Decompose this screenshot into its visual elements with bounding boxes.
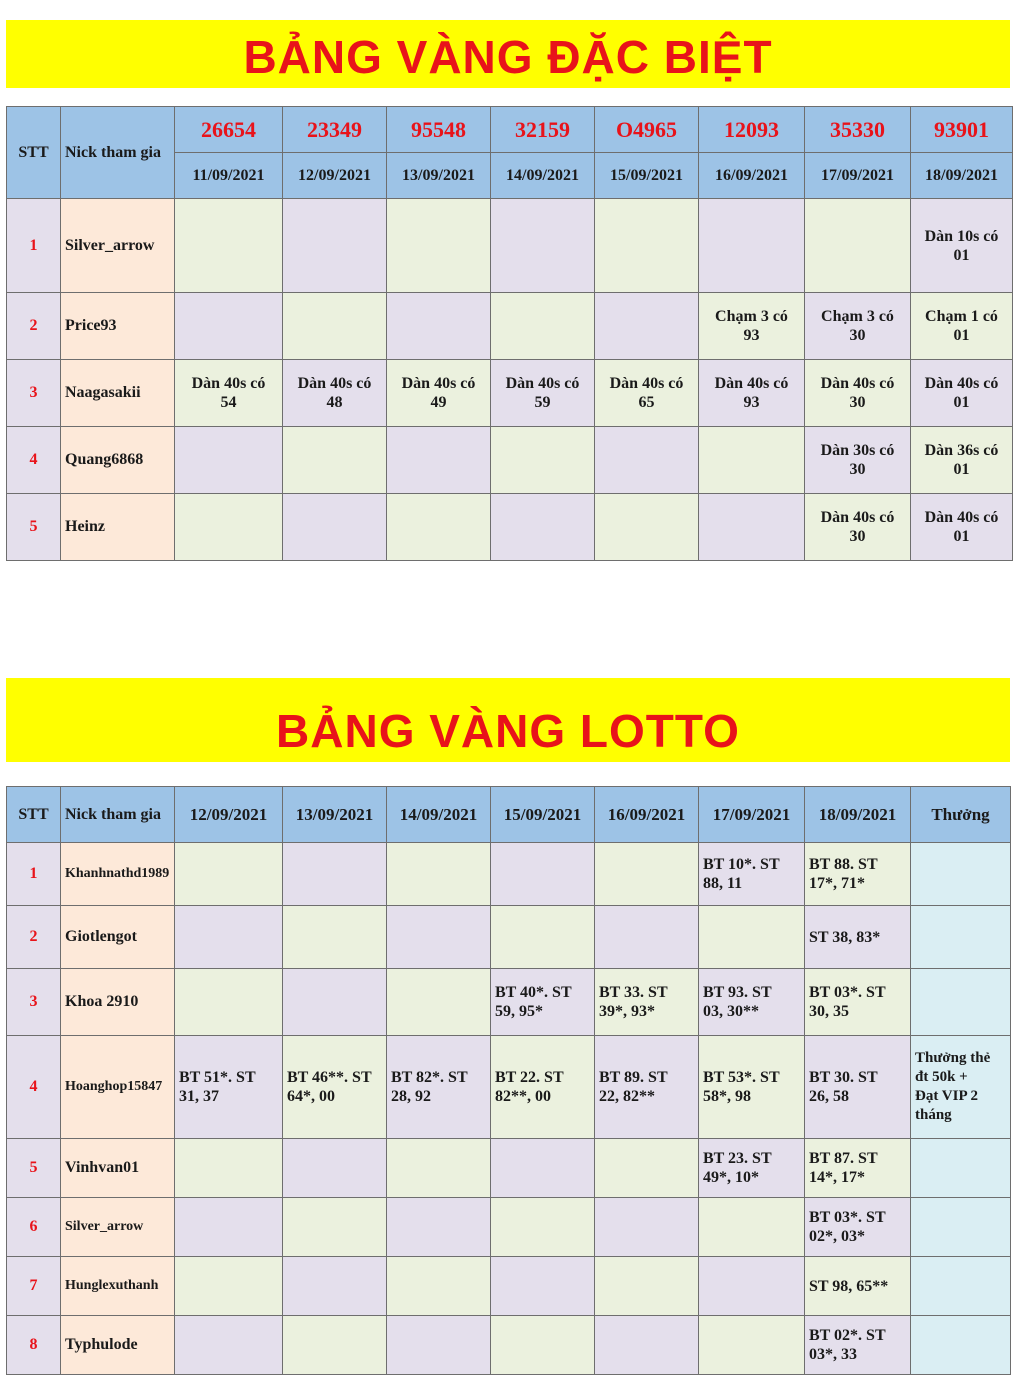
row-stt: 4 <box>7 1036 61 1139</box>
reward-cell <box>911 1139 1011 1198</box>
row-stt: 2 <box>7 906 61 969</box>
row-stt: 1 <box>7 843 61 906</box>
cell-line: đt 50k + <box>915 1069 968 1085</box>
row-nick: Quang6868 <box>61 427 175 494</box>
row-nick: Vinhvan01 <box>61 1139 175 1198</box>
entry-cell <box>175 293 283 360</box>
entry-cell <box>387 906 491 969</box>
date-header: 14/09/2021 <box>387 787 491 843</box>
entry-cell <box>699 199 805 293</box>
entry-cell <box>595 494 699 561</box>
entry-cell <box>387 969 491 1036</box>
cell-line: Chạm 3 có <box>821 308 894 325</box>
entry-cell <box>387 494 491 561</box>
entry-cell <box>283 293 387 360</box>
entry-cell <box>387 1036 491 1139</box>
cell-line: tháng <box>915 1107 952 1123</box>
row-stt: 1 <box>7 199 61 293</box>
row-nick: Khanhnathd1989 <box>61 843 175 906</box>
entry-cell <box>911 199 1013 293</box>
cell-line: 26, 58 <box>809 1088 849 1105</box>
special-table <box>6 106 1013 561</box>
row-nick: Khoa 2910 <box>61 969 175 1036</box>
lotto-row <box>7 969 1011 1036</box>
cell-line: Dàn 40s có <box>401 375 476 392</box>
cell-line: 30 <box>849 461 866 478</box>
date-header: 14/09/2021 <box>491 153 595 199</box>
row-nick: Heinz <box>61 494 175 561</box>
entry-cell <box>699 360 805 427</box>
cell-line: BT 22. ST <box>495 1069 564 1086</box>
entry-cell <box>283 906 387 969</box>
result-number: 93901 <box>911 107 1013 153</box>
lotto-row <box>7 1139 1011 1198</box>
row-nick: Giotlengot <box>61 906 175 969</box>
cell-line: Dàn 40s có <box>609 375 684 392</box>
special-title: BẢNG VÀNG ĐẶC BIỆT <box>243 31 773 83</box>
entry-cell <box>283 199 387 293</box>
row-stt: 3 <box>7 360 61 427</box>
entry-cell <box>491 969 595 1036</box>
entry-cell <box>595 1257 699 1316</box>
entry-cell <box>911 494 1013 561</box>
reward-cell <box>911 1198 1011 1257</box>
reward-cell <box>911 969 1011 1036</box>
cell-line: BT 30. ST <box>809 1069 878 1086</box>
lotto-header-row <box>7 787 1011 843</box>
entry-cell <box>175 843 283 906</box>
entry-cell <box>595 1198 699 1257</box>
lotto-row <box>7 1257 1011 1316</box>
entry-cell <box>283 360 387 427</box>
entry-cell <box>283 494 387 561</box>
cell-line: 30 <box>849 394 866 411</box>
entry-cell <box>805 494 911 561</box>
entry-cell <box>699 494 805 561</box>
special-row <box>7 199 1013 293</box>
cell-line: Dàn 40s có <box>297 375 372 392</box>
entry-cell <box>911 293 1013 360</box>
cell-line: Thưởng thẻ <box>915 1050 991 1066</box>
row-stt: 7 <box>7 1257 61 1316</box>
cell-line: 01 <box>953 327 970 344</box>
entry-cell <box>175 1316 283 1375</box>
entry-cell <box>491 906 595 969</box>
entry-cell <box>175 494 283 561</box>
entry-cell <box>595 969 699 1036</box>
cell-line: BT 89. ST <box>599 1069 668 1086</box>
entry-cell <box>175 906 283 969</box>
entry-cell <box>491 427 595 494</box>
cell-line: Dàn 40s có <box>924 375 999 392</box>
cell-line: 31, 37 <box>179 1088 219 1105</box>
cell-line: 28, 92 <box>391 1088 431 1105</box>
entry-cell <box>699 1198 805 1257</box>
cell-line: BT 53*. ST <box>703 1069 780 1086</box>
result-number: 23349 <box>283 107 387 153</box>
entry-cell <box>283 1257 387 1316</box>
entry-cell <box>283 843 387 906</box>
date-header: 15/09/2021 <box>491 787 595 843</box>
entry-cell <box>699 293 805 360</box>
cell-line: BT 03*. ST <box>809 1209 886 1226</box>
entry-cell <box>595 293 699 360</box>
row-nick: Silver_arrow <box>61 199 175 293</box>
cell-line: 30, 35 <box>809 1003 849 1020</box>
cell-line: 49 <box>430 394 447 411</box>
lotto-row <box>7 1036 1011 1139</box>
entry-cell <box>491 199 595 293</box>
entry-cell <box>699 906 805 969</box>
entry-cell <box>387 427 491 494</box>
row-nick: Price93 <box>61 293 175 360</box>
lotto-row <box>7 1198 1011 1257</box>
row-stt: 6 <box>7 1198 61 1257</box>
entry-cell <box>175 1139 283 1198</box>
row-stt: 4 <box>7 427 61 494</box>
date-header: 16/09/2021 <box>595 787 699 843</box>
date-header: 12/09/2021 <box>175 787 283 843</box>
special-banner <box>6 20 1010 88</box>
cell-line: 02*, 03* <box>809 1228 865 1245</box>
cell-line: 64*, 00 <box>287 1088 335 1105</box>
entry-cell <box>595 1036 699 1139</box>
result-number: 12093 <box>699 107 805 153</box>
date-header: 18/09/2021 <box>805 787 911 843</box>
cell-line: 93 <box>743 394 760 411</box>
entry-cell <box>699 843 805 906</box>
entry-cell <box>805 360 911 427</box>
entry-cell <box>805 1198 911 1257</box>
cell-line: 30 <box>849 327 866 344</box>
reward-cell <box>911 1316 1011 1375</box>
result-number: 35330 <box>805 107 911 153</box>
entry-cell <box>283 969 387 1036</box>
cell-line: Dàn 40s có <box>714 375 789 392</box>
entry-cell <box>595 360 699 427</box>
header-nick: Nick tham gia <box>61 787 175 843</box>
date-header: 17/09/2021 <box>805 153 911 199</box>
result-number: 32159 <box>491 107 595 153</box>
entry-cell <box>283 1198 387 1257</box>
cell-line: BT 88. ST <box>809 856 878 873</box>
entry-cell <box>595 1316 699 1375</box>
cell-line: BT 82*. ST <box>391 1069 468 1086</box>
reward-cell <box>911 843 1011 906</box>
special-row <box>7 494 1013 561</box>
entry-cell <box>805 1036 911 1139</box>
date-header: 13/09/2021 <box>283 787 387 843</box>
row-stt: 2 <box>7 293 61 360</box>
entry-cell <box>805 969 911 1036</box>
entry-cell <box>805 293 911 360</box>
cell-line: BT 40*. ST <box>495 984 572 1001</box>
header-stt: STT <box>7 107 61 199</box>
cell-line: BT 10*. ST <box>703 856 780 873</box>
result-number: 95548 <box>387 107 491 153</box>
row-stt: 5 <box>7 494 61 561</box>
entry-cell <box>805 906 911 969</box>
row-stt: 8 <box>7 1316 61 1375</box>
entry-cell <box>491 843 595 906</box>
row-nick: Silver_arrow <box>61 1198 175 1257</box>
special-row <box>7 293 1013 360</box>
entry-cell <box>175 1198 283 1257</box>
cell-line: 30 <box>849 528 866 545</box>
date-header: 15/09/2021 <box>595 153 699 199</box>
entry-cell <box>387 199 491 293</box>
cell-line: 82**, 00 <box>495 1088 551 1105</box>
cell-line: 14*, 17* <box>809 1169 865 1186</box>
result-number: 26654 <box>175 107 283 153</box>
entry-cell <box>387 1198 491 1257</box>
entry-cell <box>595 427 699 494</box>
date-header: 17/09/2021 <box>699 787 805 843</box>
entry-cell <box>387 1257 491 1316</box>
entry-cell <box>491 1036 595 1139</box>
date-header: 16/09/2021 <box>699 153 805 199</box>
cell-line: 22, 82** <box>599 1088 655 1105</box>
entry-cell <box>283 427 387 494</box>
cell-line: 65 <box>638 394 655 411</box>
lotto-table <box>6 786 1011 1375</box>
entry-cell <box>699 1257 805 1316</box>
lotto-banner <box>6 678 1010 762</box>
entry-cell <box>491 1257 595 1316</box>
entry-cell <box>805 427 911 494</box>
entry-cell <box>699 1316 805 1375</box>
entry-cell <box>387 360 491 427</box>
cell-line: Dàn 40s có <box>820 375 895 392</box>
row-nick: Hunglexuthanh <box>61 1257 175 1316</box>
date-header: 18/09/2021 <box>911 153 1013 199</box>
cell-line: 58*, 98 <box>703 1088 751 1105</box>
entry-cell <box>595 906 699 969</box>
date-header: 13/09/2021 <box>387 153 491 199</box>
cell-line: BT 93. ST <box>703 984 772 1001</box>
cell-line: 03, 30** <box>703 1003 759 1020</box>
special-row <box>7 427 1013 494</box>
entry-cell <box>491 1316 595 1375</box>
result-number: O4965 <box>595 107 699 153</box>
cell-line: 03*, 33 <box>809 1346 857 1363</box>
entry-cell <box>491 494 595 561</box>
entry-cell <box>595 199 699 293</box>
date-header: 11/09/2021 <box>175 153 283 199</box>
row-stt: 3 <box>7 969 61 1036</box>
cell-line: ST 98, 65** <box>809 1277 889 1295</box>
cell-line: BT 02*. ST <box>809 1327 886 1344</box>
entry-cell <box>283 1316 387 1375</box>
cell-line: 93 <box>743 327 760 344</box>
cell-line: 59 <box>534 394 551 411</box>
cell-line: Chạm 3 có <box>715 308 788 325</box>
lotto-row <box>7 906 1011 969</box>
entry-cell <box>699 1036 805 1139</box>
row-nick: Naagasakii <box>61 360 175 427</box>
entry-cell <box>491 293 595 360</box>
entry-cell <box>699 427 805 494</box>
cell-line: 01 <box>953 461 970 478</box>
row-stt: 5 <box>7 1139 61 1198</box>
cell-line: Dàn 36s có <box>924 442 999 459</box>
header-nick: Nick tham gia <box>61 107 175 199</box>
cell-line: 48 <box>326 394 343 411</box>
entry-cell <box>175 360 283 427</box>
cell-line: 88, 11 <box>703 875 743 892</box>
entry-cell <box>283 1139 387 1198</box>
special-header-row <box>7 107 1013 153</box>
entry-cell <box>491 360 595 427</box>
cell-line: ST 38, 83* <box>809 928 881 946</box>
entry-cell <box>387 1316 491 1375</box>
entry-cell <box>911 427 1013 494</box>
entry-cell <box>175 199 283 293</box>
cell-line: 39*, 93* <box>599 1003 655 1020</box>
entry-cell <box>805 1139 911 1198</box>
entry-cell <box>175 1257 283 1316</box>
entry-cell <box>805 1257 911 1316</box>
entry-cell <box>387 293 491 360</box>
entry-cell <box>595 843 699 906</box>
reward-cell <box>911 906 1011 969</box>
special-row <box>7 360 1013 427</box>
cell-line: BT 51*. ST <box>179 1069 256 1086</box>
cell-line: BT 46**. ST <box>287 1069 372 1086</box>
entry-cell <box>491 1139 595 1198</box>
lotto-row <box>7 1316 1011 1375</box>
lotto-row <box>7 843 1011 906</box>
entry-cell <box>491 1198 595 1257</box>
entry-cell <box>595 1139 699 1198</box>
entry-cell <box>387 843 491 906</box>
cell-line: Đạt VIP 2 <box>915 1088 979 1104</box>
cell-line: Chạm 1 có <box>925 308 998 325</box>
cell-line: Dàn 40s có <box>924 509 999 526</box>
entry-cell <box>387 1139 491 1198</box>
entry-cell <box>175 1036 283 1139</box>
cell-line: 01 <box>953 394 970 411</box>
header-stt: STT <box>7 787 61 843</box>
cell-line: Dàn 30s có <box>820 442 895 459</box>
cell-line: Dàn 40s có <box>191 375 266 392</box>
header-reward: Thưởng <box>911 787 1011 843</box>
cell-line: 59, 95* <box>495 1003 543 1020</box>
lotto-title: BẢNG VÀNG LOTTO <box>276 705 740 757</box>
reward-cell <box>911 1036 1011 1139</box>
entry-cell <box>805 843 911 906</box>
entry-cell <box>805 1316 911 1375</box>
cell-line: BT 03*. ST <box>809 984 886 1001</box>
entry-cell <box>911 360 1013 427</box>
cell-line: 49*, 10* <box>703 1169 759 1186</box>
cell-line: Dàn 40s có <box>505 375 580 392</box>
row-nick: Hoanghop15847 <box>61 1036 175 1139</box>
cell-line: BT 33. ST <box>599 984 668 1001</box>
reward-cell <box>911 1257 1011 1316</box>
entry-cell <box>699 969 805 1036</box>
date-header: 12/09/2021 <box>283 153 387 199</box>
row-nick: Typhulode <box>61 1316 175 1375</box>
cell-line: 01 <box>953 528 970 545</box>
entry-cell <box>805 199 911 293</box>
cell-line: BT 87. ST <box>809 1150 878 1167</box>
entry-cell <box>175 969 283 1036</box>
entry-cell <box>699 1139 805 1198</box>
cell-line: Dàn 10s có <box>924 227 999 245</box>
cell-line: BT 23. ST <box>703 1150 772 1167</box>
cell-line: 54 <box>220 394 237 411</box>
entry-cell <box>175 427 283 494</box>
entry-cell <box>283 1036 387 1139</box>
cell-line: 01 <box>953 246 970 264</box>
cell-line: 17*, 71* <box>809 875 865 892</box>
cell-line: Dàn 40s có <box>820 509 895 526</box>
